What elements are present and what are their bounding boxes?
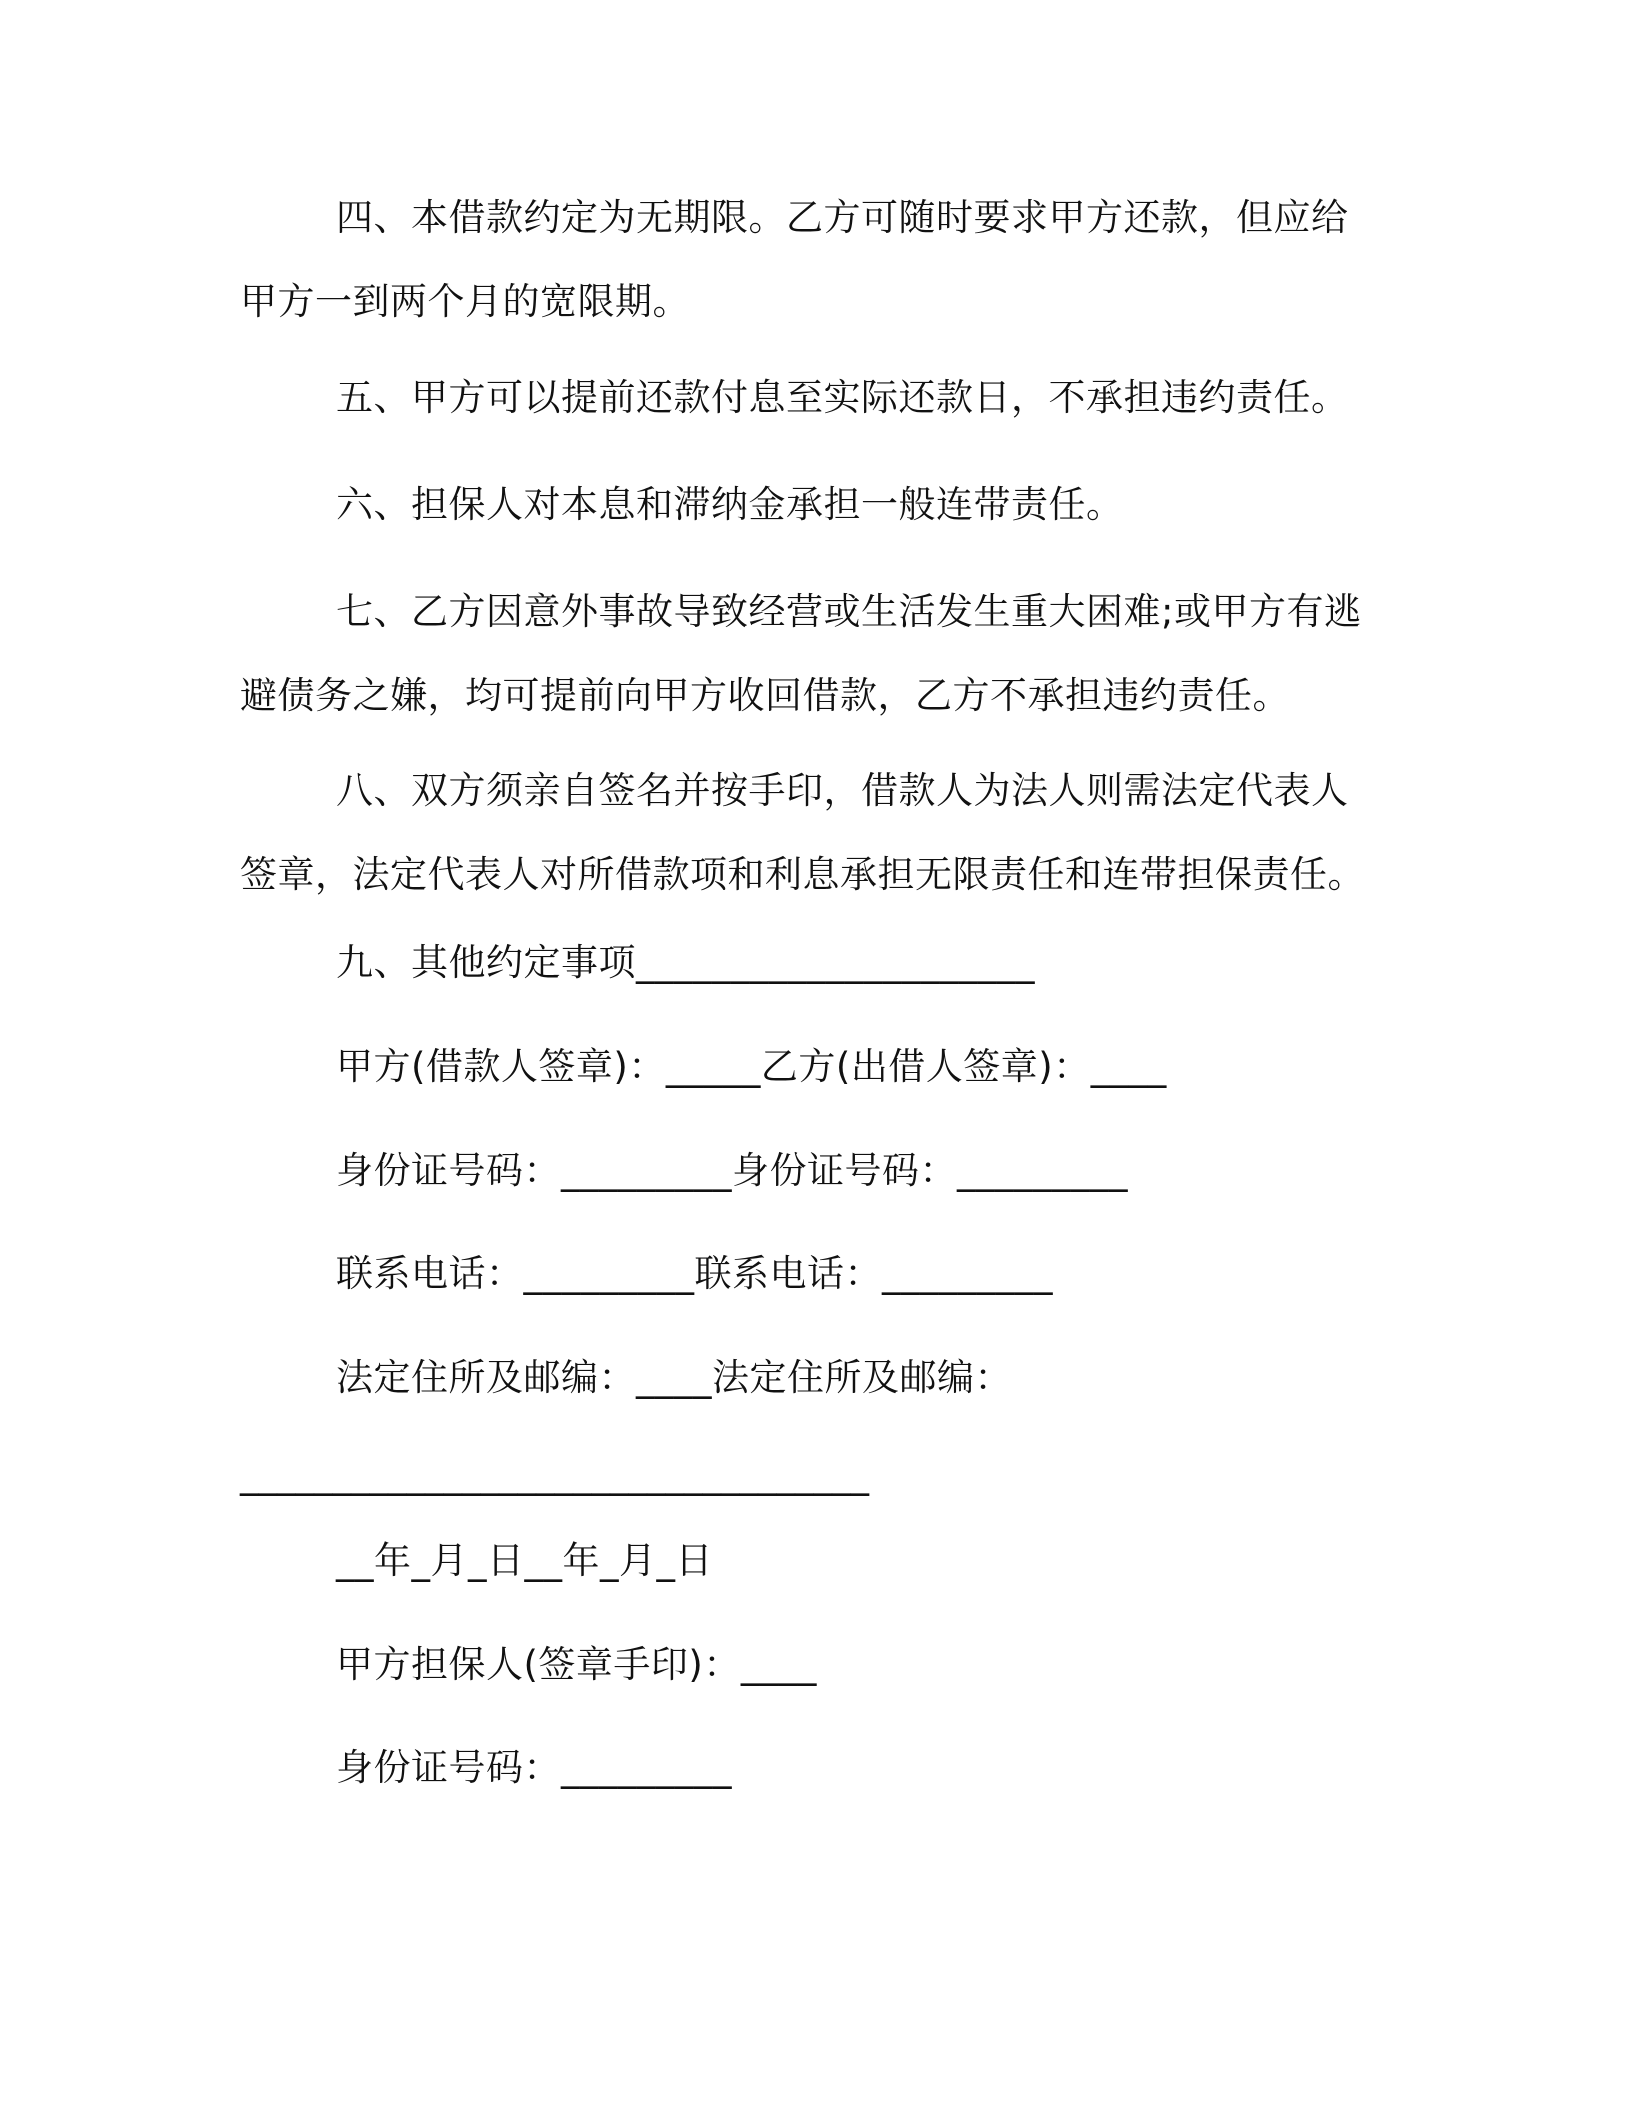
paragraph-6: 六、担保人对本息和滞纳金承担一般连带责任。 <box>336 483 1124 526</box>
address-line: 法定住所及邮编：____法定住所及邮编： <box>336 1356 1012 1399</box>
date-line: __年_月_日__年_月_日 <box>336 1539 713 1582</box>
guarantor-id-line: 身份证号码：_________ <box>336 1746 732 1789</box>
paragraph-8: 八、双方须亲自签名并按手印，借款人为法人则需法定代表人签章，法定代表人对所借款项和利息承担无限责任和连带担保责任。 <box>240 769 1365 896</box>
other-terms-line: 九、其他约定事项_____________________ <box>336 941 1035 984</box>
phone-line: 联系电话：_________联系电话：_________ <box>336 1252 1053 1295</box>
paragraph-4: 四、本借款约定为无期限。乙方可随时要求甲方还款，但应给甲方一到两个月的宽限期。 <box>240 196 1349 323</box>
guarantor-signature-line: 甲方担保人(签章手印)：____ <box>336 1643 817 1686</box>
parties-signature-line: 甲方(借款人签章)：_____乙方(出借人签章)：____ <box>336 1045 1167 1088</box>
id-number-line: 身份证号码：_________身份证号码：_________ <box>336 1149 1128 1192</box>
paragraph-5: 五、甲方可以提前还款付息至实际还款日，不承担违约责任。 <box>336 376 1349 419</box>
address-blank-line: __________________________________ <box>240 1453 869 1496</box>
paragraph-7: 七、乙方因意外事故导致经营或生活发生重大困难;或甲方有逃避债务之嫌，均可提前向甲方收回借款，乙方不承担违约责任。 <box>240 590 1362 717</box>
